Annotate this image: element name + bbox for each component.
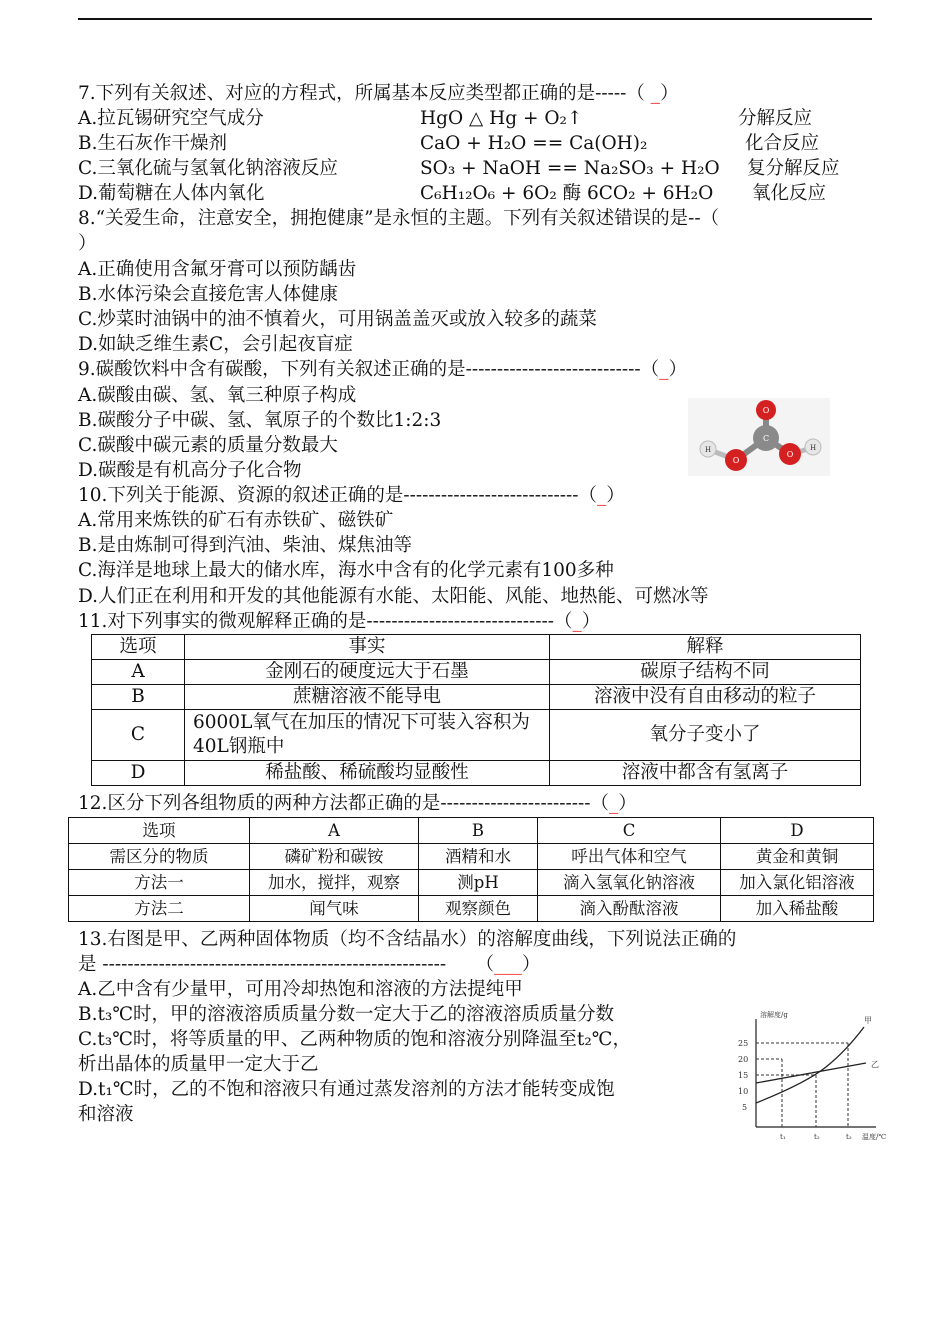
x-tick: t₃ [846, 1133, 852, 1141]
q7-option-d: D.葡萄糖在人体内氧化 [78, 183, 265, 204]
table-header-row [92, 635, 861, 660]
curve-yi [756, 1063, 866, 1083]
q7-type-b: 化合反应 [745, 133, 820, 154]
q9-option-d: D.碳酸是有机高分子化合物 [78, 460, 302, 481]
q8-option-b: B.水体污染会直接危害人体健康 [78, 284, 338, 305]
q10-option-d: D.人们正在利用和开发的其他能源有水能、太阳能、风能、地热能、可燃冰等 [78, 586, 709, 607]
q10-option-c: C.海洋是地球上最大的储水库，海水中含有的化学元素有100多种 [78, 560, 614, 581]
q7-type-c: 复分解反应 [747, 158, 840, 179]
q9-option-c: C.碳酸中碳元素的质量分数最大 [78, 435, 338, 456]
table-cell: 稀盐酸、稀硫酸均显酸性 [185, 761, 550, 786]
table-cell: 滴入酚酞溶液 [538, 896, 721, 922]
q9-option-a: A.碳酸由碳、氢、氧三种原子构成 [78, 385, 357, 406]
table-header: 解释 [550, 635, 861, 660]
table-row [92, 710, 861, 761]
table-cell: B [92, 685, 185, 710]
table-cell: 方法一 [69, 870, 250, 896]
svg-text:H: H [809, 444, 817, 452]
q13-stem-2: 是 ------------------------------------------------------- （___） [78, 954, 541, 975]
q7-option-c: C.三氧化硫与氢氧化钠溶液反应 [78, 158, 338, 179]
q9-option-b: B.碳酸分子中碳、氢、氧原子的个数比1:2:3 [78, 410, 442, 431]
carbonic-acid-molecule-image [688, 398, 830, 476]
table-cell: 加入氯化铝溶液 [721, 870, 874, 896]
table-header: 选项 [92, 635, 185, 660]
q7-stem: 7.下列有关叙述、对应的方程式，所属基本反应类型都正确的是-----（ _） [78, 83, 679, 104]
table-cell: 溶液中都含有氢离子 [550, 761, 861, 786]
y-tick: 15 [738, 1071, 749, 1080]
table-cell: 观察颜色 [419, 896, 538, 922]
table-header: 选项 [69, 818, 250, 844]
x-tick: t₂ [814, 1133, 820, 1141]
solubility-curve-graph [726, 1007, 892, 1147]
table-header: D [721, 818, 874, 844]
q10-option-a: A.常用来炼铁的矿石有赤铁矿、磁铁矿 [78, 510, 394, 531]
table-header: 事实 [185, 635, 550, 660]
table-cell: 金刚石的硬度远大于石墨 [185, 660, 550, 685]
svg-text:H: H [704, 446, 712, 454]
q7-option-b: B.生石灰作干燥剂 [78, 133, 227, 154]
table-cell: 测pH [419, 870, 538, 896]
svg-text:O: O [762, 406, 770, 415]
q7-eq-d: C₆H₁₂O₆ + 6O₂ 酶 6CO₂ + 6H₂O [420, 183, 714, 204]
table-header-row [69, 818, 874, 844]
graph-y-label: 溶解度/g [760, 1011, 788, 1019]
svg-text:C: C [762, 434, 770, 443]
q8-option-c: C.炒菜时油锅中的油不慎着火，可用锅盖盖灭或放入较多的蔬菜 [78, 309, 597, 330]
q7-eq-b: CaO + H₂O == Ca(OH)₂ [420, 133, 648, 154]
q8-stem: 8.“关爱生命，注意安全，拥抱健康”是永恒的主题。下列有关叙述错误的是--（ [78, 208, 720, 229]
q13-option-b: B.t₃℃时，甲的溶液溶质质量分数一定大于乙的溶液溶质质量分数 [78, 1004, 615, 1025]
table-cell: 溶液中没有自由移动的粒子 [550, 685, 861, 710]
table-cell: 蔗糖溶液不能导电 [185, 685, 550, 710]
q7-option-a: A.拉瓦锡研究空气成分 [78, 108, 264, 129]
q11-table [91, 634, 861, 786]
table-cell: 加入稀盐酸 [721, 896, 874, 922]
table-cell: 磷矿粉和碳铵 [250, 844, 419, 870]
table-row [92, 660, 861, 685]
q13-stem: 13.右图是甲、乙两种固体物质（均不含结晶水）的溶解度曲线，下列说法正确的 [78, 929, 737, 950]
curve-jia-label: 甲 [864, 1016, 872, 1025]
table-cell: 闻气味 [250, 896, 419, 922]
table-cell: 黄金和黄铜 [721, 844, 874, 870]
table-row [92, 685, 861, 710]
q7-type-a: 分解反应 [738, 108, 813, 129]
top-rule [78, 18, 872, 20]
table-cell: 需区分的物质 [69, 844, 250, 870]
q8-stem-close: ） [78, 233, 97, 254]
table-cell: 加水，搅拌，观察 [250, 870, 419, 896]
table-header: C [538, 818, 721, 844]
y-tick: 10 [738, 1087, 749, 1096]
q7-eq-a: HgO △ Hg + O₂↑ [420, 108, 583, 129]
x-tick: t₁ [780, 1133, 786, 1141]
q12-stem: 12.区分下列各组物质的两种方法都正确的是------------------------（_） [78, 793, 637, 814]
graph-x-label: 温度/℃ [862, 1133, 887, 1141]
table-row [69, 870, 874, 896]
table-cell: 滴入氢氧化钠溶液 [538, 870, 721, 896]
q7-eq-c: SO₃ + NaOH == Na₂SO₃ + H₂O [420, 158, 720, 179]
table-row [69, 844, 874, 870]
q13-option-a: A.乙中含有少量甲，可用冷却热饱和溶液的方法提纯甲 [78, 979, 523, 1000]
table-cell: 6000L氧气在加压的情况下可装入容积为40L钢瓶中 [185, 710, 550, 761]
y-tick: 20 [738, 1055, 749, 1064]
table-cell: D [92, 761, 185, 786]
q13-option-c: C.t₃℃时，将等质量的甲、乙两种物质的饱和溶液分别降温至t₂℃， [78, 1029, 631, 1050]
table-row [69, 896, 874, 922]
table-cell: C [92, 710, 185, 761]
q10-option-b: B.是由炼制可得到汽油、柴油、煤焦油等 [78, 535, 412, 556]
q9-stem: 9.碳酸饮料中含有碳酸，下列有关叙述正确的是----------------------------（_） [78, 359, 687, 380]
table-row [92, 761, 861, 786]
table-header: B [419, 818, 538, 844]
y-tick: 5 [742, 1103, 748, 1112]
svg-text:O: O [786, 450, 794, 459]
table-cell: 酒精和水 [419, 844, 538, 870]
q8-option-a: A.正确使用含氟牙膏可以预防龋齿 [78, 259, 357, 280]
table-cell: 呼出气体和空气 [538, 844, 721, 870]
q11-stem: 11.对下列事实的微观解释正确的是------------------------------（_） [78, 611, 601, 632]
q7-type-d: 氧化反应 [752, 183, 827, 204]
table-cell: 方法二 [69, 896, 250, 922]
curve-yi-label: 乙 [871, 1060, 879, 1069]
table-cell: 碳原子结构不同 [550, 660, 861, 685]
y-tick: 25 [738, 1039, 749, 1048]
q12-table [68, 817, 874, 922]
svg-text:O: O [732, 456, 740, 465]
q13-option-d: D.t₁℃时，乙的不饱和溶液只有通过蒸发溶剂的方法才能转变成饱 [78, 1079, 615, 1100]
q13-option-d-cont: 和溶液 [78, 1104, 134, 1125]
q10-stem: 10.下列关于能源、资源的叙述正确的是----------------------------（_） [78, 485, 625, 506]
table-cell: A [92, 660, 185, 685]
table-header: A [250, 818, 419, 844]
table-cell: 氧分子变小了 [550, 710, 861, 761]
q13-option-c-cont: 析出晶体的质量甲一定大于乙 [78, 1054, 319, 1075]
q8-option-d: D.如缺乏维生素C，会引起夜盲症 [78, 334, 353, 355]
